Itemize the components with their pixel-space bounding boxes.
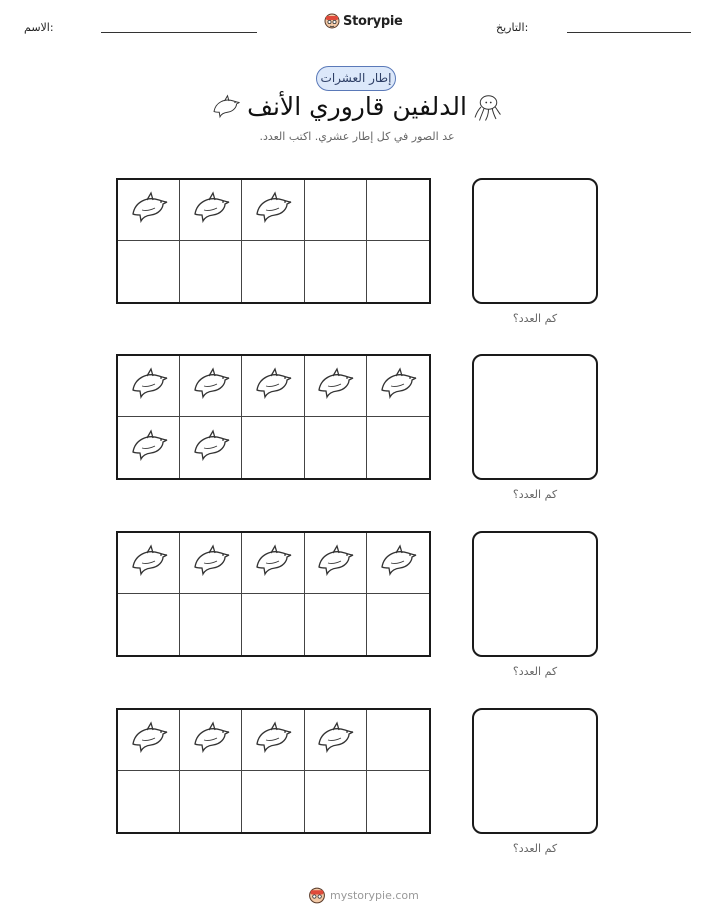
frame-cell bbox=[180, 771, 242, 832]
answer-prompt-4: كم العدد؟ bbox=[512, 842, 558, 855]
frame-cell bbox=[180, 356, 242, 417]
answer-box-4[interactable] bbox=[472, 708, 598, 834]
frame-cell bbox=[118, 771, 180, 832]
frame-cell bbox=[305, 417, 367, 478]
dolphin-icon bbox=[378, 541, 418, 585]
frame-cell bbox=[367, 533, 429, 594]
frame-cell bbox=[118, 356, 180, 417]
frame-cell bbox=[305, 241, 367, 302]
frame-cell bbox=[305, 180, 367, 241]
frame-cell bbox=[242, 533, 304, 594]
dolphin-icon bbox=[315, 718, 355, 762]
dolphin-icon bbox=[253, 541, 293, 585]
dolphin-icon bbox=[315, 541, 355, 585]
frame-cell bbox=[118, 710, 180, 771]
answer-box-2[interactable] bbox=[472, 354, 598, 480]
ten-frame-2 bbox=[116, 354, 431, 480]
footer bbox=[308, 886, 419, 905]
dolphin-icon bbox=[191, 426, 231, 470]
ten-frame-1 bbox=[116, 178, 431, 304]
dolphin-icon bbox=[315, 364, 355, 408]
frame-cell bbox=[367, 594, 429, 655]
frame-cell bbox=[118, 241, 180, 302]
storypie-mascot-icon bbox=[308, 886, 326, 905]
frame-cell bbox=[367, 771, 429, 832]
answer-prompt-3: كم العدد؟ bbox=[512, 665, 558, 678]
frame-cell bbox=[305, 356, 367, 417]
dolphin-icon bbox=[211, 92, 241, 122]
dolphin-icon bbox=[191, 718, 231, 762]
dolphin-icon bbox=[129, 541, 169, 585]
octopus-icon bbox=[472, 92, 502, 122]
dolphin-icon bbox=[253, 364, 293, 408]
frame-cell bbox=[367, 417, 429, 478]
frame-cell bbox=[367, 241, 429, 302]
frame-cell bbox=[180, 417, 242, 478]
frame-cell bbox=[305, 594, 367, 655]
dolphin-icon bbox=[253, 718, 293, 762]
frame-cell bbox=[242, 771, 304, 832]
answer-box-1[interactable] bbox=[472, 178, 598, 304]
dolphin-icon bbox=[129, 188, 169, 232]
frame-cell bbox=[180, 180, 242, 241]
frame-cell bbox=[242, 356, 304, 417]
answer-prompt-1: كم العدد؟ bbox=[512, 312, 558, 325]
answer-box-3[interactable] bbox=[472, 531, 598, 657]
frame-cell bbox=[367, 180, 429, 241]
dolphin-icon bbox=[253, 188, 293, 232]
frame-cell bbox=[242, 594, 304, 655]
frame-cell bbox=[305, 710, 367, 771]
dolphin-icon bbox=[191, 364, 231, 408]
dolphin-icon bbox=[129, 364, 169, 408]
answer-prompt-2: كم العدد؟ bbox=[512, 488, 558, 501]
frame-cell bbox=[118, 180, 180, 241]
footer-url: mystorypie.com bbox=[330, 889, 419, 902]
frame-cell bbox=[242, 241, 304, 302]
frame-cell bbox=[242, 417, 304, 478]
storypie-mascot-icon bbox=[324, 12, 340, 30]
frame-cell bbox=[180, 533, 242, 594]
name-label: الاسم: bbox=[24, 21, 54, 34]
frame-cell bbox=[118, 594, 180, 655]
page-title: الدلفين قاروري الأنف bbox=[247, 92, 467, 121]
dolphin-icon bbox=[129, 426, 169, 470]
frame-cell bbox=[180, 710, 242, 771]
frame-cell bbox=[242, 710, 304, 771]
date-line[interactable] bbox=[567, 32, 691, 33]
ten-frame-3 bbox=[116, 531, 431, 657]
frame-cell bbox=[118, 417, 180, 478]
brand-logo bbox=[324, 12, 403, 30]
frame-cell bbox=[242, 180, 304, 241]
frame-cell bbox=[180, 594, 242, 655]
frame-cell bbox=[367, 356, 429, 417]
name-line[interactable] bbox=[101, 32, 257, 33]
instructions: عد الصور في كل إطار عشري. اكتب العدد. bbox=[259, 130, 455, 143]
date-label: التاريخ: bbox=[496, 21, 529, 34]
worksheet-type-badge: إطار العشرات bbox=[316, 66, 396, 91]
frame-cell bbox=[367, 710, 429, 771]
brand-name: Storypie bbox=[343, 13, 403, 29]
frame-cell bbox=[180, 241, 242, 302]
ten-frame-4 bbox=[116, 708, 431, 834]
frame-cell bbox=[305, 533, 367, 594]
frame-cell bbox=[305, 771, 367, 832]
frame-cell bbox=[118, 533, 180, 594]
dolphin-icon bbox=[191, 541, 231, 585]
dolphin-icon bbox=[378, 364, 418, 408]
dolphin-icon bbox=[191, 188, 231, 232]
dolphin-icon bbox=[129, 718, 169, 762]
